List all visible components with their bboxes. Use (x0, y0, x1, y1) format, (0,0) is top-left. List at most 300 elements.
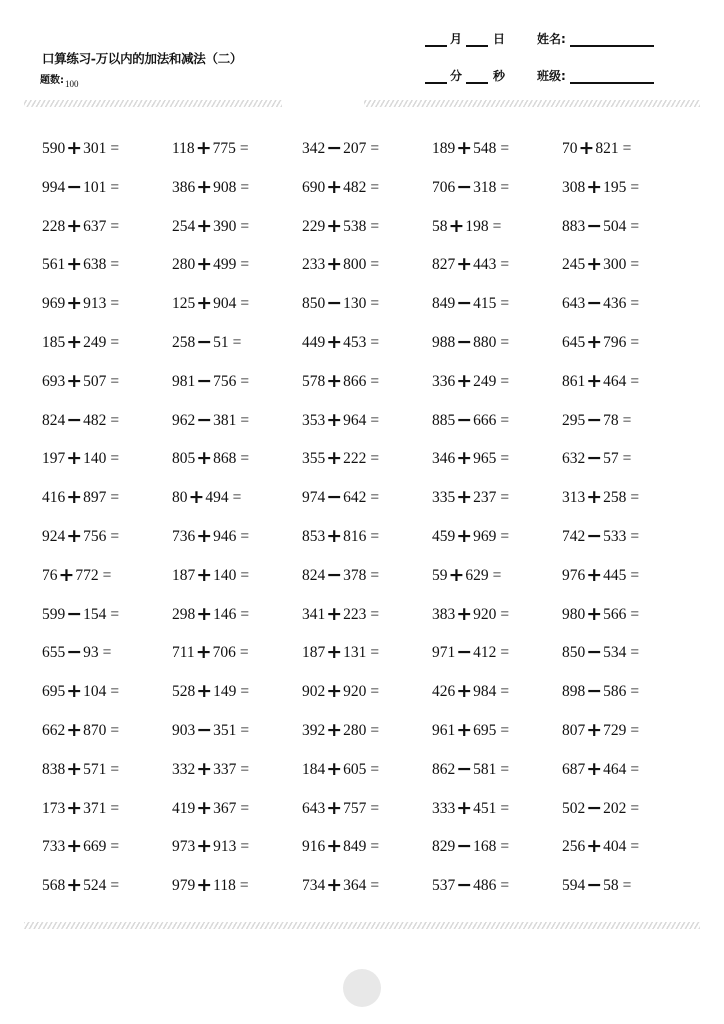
class-blank[interactable] (570, 70, 654, 84)
arithmetic-problem (302, 874, 380, 897)
equals-sign: = (240, 722, 250, 739)
minus-sign: − (456, 175, 473, 198)
operand-left: 332 (172, 760, 196, 778)
operand-left: 187 (302, 644, 326, 662)
arithmetic-problem (302, 369, 380, 392)
operand-left: 419 (172, 799, 196, 817)
operand-right: 494 (205, 489, 229, 507)
arithmetic-problem (432, 874, 510, 897)
equals-sign: = (110, 140, 120, 157)
footer-divider (24, 922, 700, 929)
equals-sign: = (232, 334, 242, 351)
operand-left: 228 (42, 217, 66, 235)
arithmetic-problem (172, 331, 242, 353)
operand-right: 415 (473, 295, 497, 313)
minus-sign: − (66, 408, 83, 431)
arithmetic-problem (42, 719, 120, 741)
equals-sign: = (500, 799, 510, 817)
operand-left: 599 (42, 605, 66, 623)
operand-right: 453 (343, 334, 367, 351)
operand-right: 337 (213, 760, 237, 778)
day-blank[interactable] (466, 33, 488, 47)
operand-right: 849 (343, 838, 367, 856)
operand-right: 249 (473, 372, 497, 390)
operand-left: 988 (432, 334, 456, 351)
equals-sign: = (240, 217, 250, 235)
plus-sign: + (586, 331, 603, 353)
equals-sign: = (110, 450, 120, 468)
equals-sign: = (370, 334, 380, 351)
operand-right: 638 (83, 256, 107, 274)
operand-left: 690 (302, 178, 326, 196)
arithmetic-problem (172, 835, 250, 858)
minus-sign: − (586, 214, 603, 237)
plus-sign: + (66, 757, 83, 780)
equals-sign: = (370, 140, 380, 157)
plus-sign: + (456, 602, 473, 625)
operand-right: 866 (343, 372, 367, 390)
problem-count-label: 题数: (40, 75, 64, 86)
equals-sign: = (500, 877, 510, 895)
arithmetic-problem (432, 369, 510, 392)
plus-sign: + (586, 563, 603, 586)
operand-left: 643 (302, 799, 326, 817)
plus-sign: + (326, 408, 343, 431)
arithmetic-problem (562, 563, 640, 586)
operand-right: 202 (603, 799, 627, 817)
operand-right: 118 (213, 877, 236, 895)
minus-sign: − (586, 292, 603, 315)
plus-sign: + (66, 369, 83, 392)
plus-sign: + (66, 214, 83, 237)
arithmetic-problem (42, 137, 120, 159)
operand-right: 504 (603, 217, 627, 235)
operand-right: 381 (213, 411, 237, 429)
operand-right: 378 (343, 566, 367, 584)
operand-right: 534 (603, 644, 627, 662)
arithmetic-problem (172, 874, 249, 897)
arithmetic-problem (432, 486, 510, 509)
minus-sign: − (456, 757, 473, 780)
arithmetic-problem (172, 486, 242, 509)
operand-right: 58 (603, 877, 619, 895)
equals-sign: = (110, 372, 120, 390)
operand-right: 280 (343, 722, 367, 739)
operand-left: 632 (562, 450, 586, 468)
operand-left: 979 (172, 877, 196, 895)
equals-sign: = (500, 683, 510, 701)
operand-left: 233 (302, 256, 326, 274)
operand-left: 355 (302, 450, 326, 468)
operand-right: 93 (83, 644, 99, 662)
arithmetic-problem (302, 525, 380, 547)
operand-right: 131 (343, 644, 367, 662)
operand-right: 946 (213, 528, 237, 545)
arithmetic-problem (172, 680, 250, 703)
arithmetic-problem (302, 331, 380, 353)
operand-right: 104 (83, 683, 107, 701)
equals-sign: = (630, 644, 640, 662)
operand-left: 298 (172, 605, 196, 623)
arithmetic-problem (42, 835, 120, 858)
plus-sign: + (326, 331, 343, 353)
plus-sign: + (66, 796, 83, 819)
operand-left: 980 (562, 605, 586, 623)
arithmetic-problem (172, 602, 250, 625)
equals-sign: = (622, 877, 632, 895)
arithmetic-problem (562, 331, 640, 353)
arithmetic-problem (172, 757, 250, 780)
operand-left: 537 (432, 877, 456, 895)
equals-sign: = (630, 566, 640, 584)
equals-sign: = (240, 760, 250, 778)
operand-left: 125 (172, 295, 196, 313)
plus-sign: + (66, 292, 83, 315)
arithmetic-problem (432, 796, 510, 819)
operand-left: 568 (42, 877, 66, 895)
time-fields (425, 67, 509, 84)
operand-left: 449 (302, 334, 326, 351)
plus-sign: + (196, 447, 213, 470)
arithmetic-problem (562, 680, 640, 703)
arithmetic-problem (172, 719, 250, 741)
plus-sign: + (66, 447, 83, 470)
equals-sign: = (102, 566, 112, 584)
arithmetic-problem (302, 408, 380, 431)
operand-left: 502 (562, 799, 586, 817)
operand-left: 280 (172, 256, 196, 274)
operand-left: 805 (172, 450, 196, 468)
operand-left: 76 (42, 566, 58, 584)
arithmetic-problem (172, 214, 250, 237)
operand-right: 249 (83, 334, 107, 351)
operand-right: 222 (343, 450, 367, 468)
equals-sign: = (110, 295, 120, 313)
arithmetic-problem (562, 757, 640, 780)
operand-left: 824 (302, 566, 326, 584)
equals-sign: = (110, 411, 120, 429)
plus-sign: + (66, 874, 83, 897)
arithmetic-problem (172, 408, 250, 431)
plus-sign: + (196, 563, 213, 586)
plus-sign: + (196, 525, 213, 547)
operand-left: 924 (42, 528, 66, 545)
equals-sign: = (622, 411, 632, 429)
plus-sign: + (196, 292, 213, 315)
plus-sign: + (578, 137, 595, 159)
equals-sign: = (500, 722, 510, 739)
plus-sign: + (456, 680, 473, 703)
minus-sign: − (456, 331, 473, 353)
arithmetic-problem (432, 447, 510, 470)
operand-left: 687 (562, 760, 586, 778)
operand-right: 168 (473, 838, 497, 856)
arithmetic-problem (172, 447, 250, 470)
operand-right: 870 (83, 722, 107, 739)
plus-sign: + (326, 874, 343, 897)
equals-sign: = (110, 877, 120, 895)
operand-right: 198 (465, 217, 489, 235)
plus-sign: + (456, 486, 473, 509)
operand-left: 118 (172, 140, 195, 157)
operand-left: 59 (432, 566, 448, 584)
operand-right: 301 (83, 140, 107, 157)
operand-right: 130 (343, 295, 367, 313)
operand-left: 829 (432, 838, 456, 856)
operand-left: 80 (172, 489, 188, 507)
operand-left: 706 (432, 178, 456, 196)
plus-sign: + (586, 486, 603, 509)
operand-right: 904 (213, 295, 237, 313)
operand-right: 436 (603, 295, 627, 313)
operand-left: 197 (42, 450, 66, 468)
operand-right: 695 (473, 722, 497, 739)
plus-sign: + (456, 253, 473, 276)
header-divider-right (364, 100, 700, 107)
plus-sign: + (196, 175, 213, 198)
equals-sign: = (500, 140, 510, 157)
equals-sign: = (370, 178, 380, 196)
operand-left: 187 (172, 566, 196, 584)
arithmetic-problem (302, 175, 380, 198)
arithmetic-problem (432, 331, 510, 353)
operand-right: 482 (343, 178, 367, 196)
day-label: 日 (493, 32, 506, 46)
equals-sign: = (370, 372, 380, 390)
operand-left: 850 (562, 644, 586, 662)
operand-right: 51 (213, 334, 229, 351)
plus-sign: + (326, 602, 343, 625)
minus-sign: − (456, 835, 473, 858)
operand-left: 838 (42, 760, 66, 778)
plus-sign: + (586, 369, 603, 392)
minus-sign: − (586, 874, 603, 897)
operand-left: 662 (42, 722, 66, 739)
plus-sign: + (196, 796, 213, 819)
operand-left: 695 (42, 683, 66, 701)
equals-sign: = (110, 760, 120, 778)
equals-sign: = (240, 450, 250, 468)
equals-sign: = (630, 256, 640, 274)
operand-left: 70 (562, 140, 578, 157)
arithmetic-problem (562, 369, 640, 392)
equals-sign: = (500, 295, 510, 313)
operand-right: 57 (603, 450, 619, 468)
operand-right: 669 (83, 838, 107, 856)
arithmetic-problem (302, 292, 380, 315)
month-label: 月 (450, 32, 463, 46)
operand-right: 800 (343, 256, 367, 274)
equals-sign: = (240, 178, 250, 196)
equals-sign: = (370, 295, 380, 313)
name-label: 姓名: (537, 32, 566, 46)
arithmetic-problem (432, 641, 510, 664)
minus-sign: − (456, 292, 473, 315)
operand-right: 629 (465, 566, 489, 584)
equals-sign: = (370, 566, 380, 584)
equals-sign: = (370, 217, 380, 235)
plus-sign: + (66, 486, 83, 509)
plus-sign: + (456, 796, 473, 819)
plus-sign: + (188, 486, 205, 509)
arithmetic-problem (432, 253, 510, 276)
operand-left: 898 (562, 683, 586, 701)
minus-sign: − (66, 175, 83, 198)
month-blank[interactable] (425, 33, 447, 47)
operand-left: 850 (302, 295, 326, 313)
operand-left: 861 (562, 372, 586, 390)
equals-sign: = (630, 295, 640, 313)
operand-right: 499 (213, 256, 237, 274)
minus-sign: − (196, 408, 213, 431)
operand-right: 140 (83, 450, 107, 468)
arithmetic-problem (432, 137, 510, 159)
equals-sign: = (239, 140, 249, 157)
operand-right: 486 (473, 877, 497, 895)
arithmetic-problem (562, 292, 640, 315)
arithmetic-problem (302, 641, 380, 664)
minus-sign: − (586, 408, 603, 431)
operand-left: 962 (172, 411, 196, 429)
operand-left: 827 (432, 256, 456, 274)
arithmetic-problem (302, 719, 380, 741)
operand-left: 185 (42, 334, 66, 351)
operand-right: 913 (83, 295, 107, 313)
equals-sign: = (110, 334, 120, 351)
operand-left: 711 (172, 644, 195, 662)
minute-blank[interactable] (425, 70, 447, 84)
arithmetic-problem (432, 719, 510, 741)
arithmetic-problem (42, 602, 120, 625)
arithmetic-problem (42, 680, 120, 703)
equals-sign: = (500, 838, 510, 856)
operand-right: 796 (603, 334, 627, 351)
operand-left: 426 (432, 683, 456, 701)
operand-right: 367 (213, 799, 237, 817)
arithmetic-problem (302, 796, 380, 819)
operand-left: 971 (432, 644, 456, 662)
operand-right: 964 (343, 411, 367, 429)
operand-left: 258 (172, 334, 196, 351)
equals-sign: = (370, 256, 380, 274)
operand-left: 594 (562, 877, 586, 895)
plus-sign: + (326, 641, 343, 664)
arithmetic-problem (562, 641, 640, 664)
operand-left: 885 (432, 411, 456, 429)
arithmetic-problem (432, 563, 502, 586)
arithmetic-problem (562, 486, 640, 509)
operand-right: 390 (213, 217, 237, 235)
operand-right: 908 (213, 178, 237, 196)
equals-sign: = (630, 838, 640, 856)
arithmetic-problem (42, 408, 120, 431)
plus-sign: + (456, 369, 473, 392)
operand-left: 902 (302, 683, 326, 701)
plus-sign: + (196, 874, 213, 897)
operand-left: 416 (42, 489, 66, 507)
equals-sign: = (370, 605, 380, 623)
operand-left: 229 (302, 217, 326, 235)
operand-left: 734 (302, 877, 326, 895)
arithmetic-problem (432, 757, 510, 780)
operand-right: 451 (473, 799, 497, 817)
operand-right: 364 (343, 877, 367, 895)
plus-sign: + (456, 719, 473, 741)
equals-sign: = (630, 489, 640, 507)
equals-sign: = (630, 178, 640, 196)
minus-sign: − (66, 602, 83, 625)
plus-sign: + (66, 835, 83, 858)
arithmetic-problem (432, 835, 510, 858)
minus-sign: − (196, 719, 213, 741)
equals-sign: = (500, 450, 510, 468)
operand-right: 775 (212, 140, 236, 157)
equals-sign: = (240, 683, 250, 701)
operand-right: 482 (83, 411, 107, 429)
arithmetic-problem (172, 641, 249, 664)
operand-right: 464 (603, 372, 627, 390)
arithmetic-problem (172, 369, 250, 392)
operand-left: 333 (432, 799, 456, 817)
equals-sign: = (239, 877, 249, 895)
operand-left: 561 (42, 256, 66, 274)
plus-sign: + (586, 602, 603, 625)
plus-sign: + (195, 137, 212, 159)
operand-right: 642 (343, 489, 367, 507)
class-field (537, 67, 654, 84)
operand-right: 548 (473, 140, 497, 157)
plus-sign: + (586, 757, 603, 780)
arithmetic-problem (302, 214, 380, 237)
operand-right: 868 (213, 450, 237, 468)
plus-sign: + (326, 214, 343, 237)
operand-left: 392 (302, 722, 326, 739)
operand-left: 693 (42, 372, 66, 390)
arithmetic-problem (302, 563, 380, 586)
second-blank[interactable] (466, 70, 488, 84)
operand-right: 146 (213, 605, 237, 623)
operand-left: 981 (172, 372, 196, 390)
operand-left: 58 (432, 217, 448, 235)
equals-sign: = (240, 566, 250, 584)
equals-sign: = (492, 566, 502, 584)
plus-sign: + (326, 175, 343, 198)
operand-left: 742 (562, 528, 586, 545)
operand-right: 404 (603, 838, 627, 856)
operand-right: 223 (343, 605, 367, 623)
plus-sign: + (66, 137, 83, 159)
operand-right: 772 (75, 566, 99, 584)
equals-sign: = (630, 799, 640, 817)
operand-right: 195 (603, 178, 627, 196)
operand-right: 969 (473, 528, 497, 545)
class-label: 班级: (537, 69, 566, 83)
operand-right: 821 (595, 140, 619, 157)
equals-sign: = (370, 799, 380, 817)
arithmetic-problem (302, 602, 380, 625)
minus-sign: − (326, 137, 343, 159)
operand-left: 824 (42, 411, 66, 429)
operand-left: 459 (432, 528, 456, 545)
equals-sign: = (370, 489, 380, 507)
operand-right: 443 (473, 256, 497, 274)
arithmetic-problem (302, 757, 380, 780)
operand-left: 346 (432, 450, 456, 468)
minus-sign: − (196, 331, 213, 353)
problem-count (40, 71, 79, 89)
name-blank[interactable] (570, 33, 654, 47)
operand-right: 984 (473, 683, 497, 701)
